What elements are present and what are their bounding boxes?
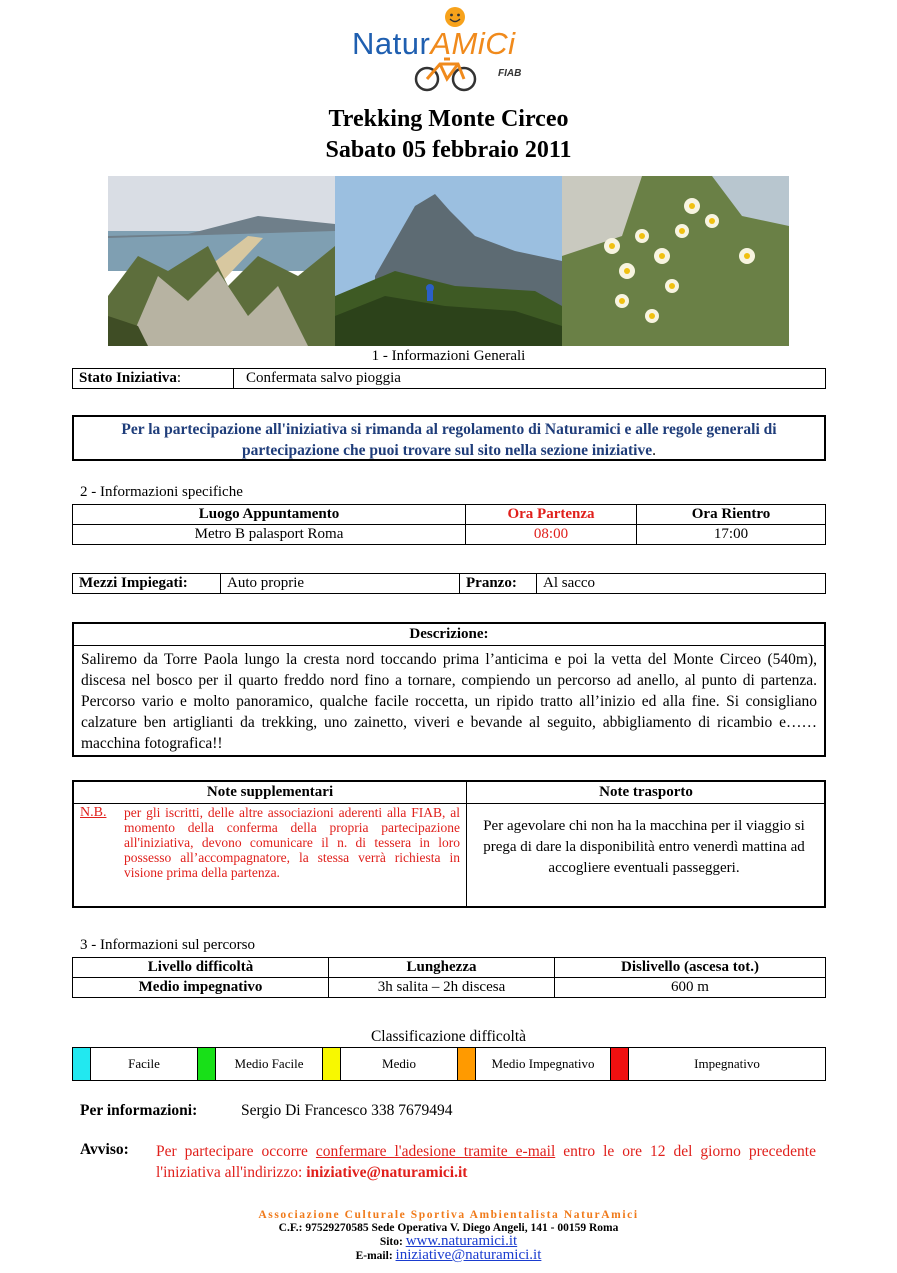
legend-facile: Facile <box>91 1048 198 1081</box>
dislivello-header: Dislivello (ascesa tot.) <box>555 958 826 978</box>
note-trasporto-header: Note trasporto <box>599 784 693 800</box>
livello-header: Livello difficoltà <box>73 958 329 978</box>
lunghezza-header: Lunghezza <box>329 958 555 978</box>
smiley-sun-icon <box>444 6 466 28</box>
ora-partenza-value: 08:00 <box>466 525 637 545</box>
email-link[interactable]: iniziative@naturamici.it <box>395 1247 542 1263</box>
fiab-logo-text: FIAB <box>498 68 522 79</box>
page-title: Trekking Monte Circeo <box>328 106 569 132</box>
legend-medio-facile: Medio Facile <box>216 1048 323 1081</box>
difficulty-legend <box>72 1047 826 1081</box>
nb-text: per gli iscritti, delle altre associazioni aderenti alla FIAB, al momento della conferma della propria partecipazione all'iniziativa, devono comunicare il n. di tessera in loro possesso all’accompagnatore, la stessa verrà richiesta in visione prima della partenza. <box>124 805 460 880</box>
coast-photo <box>108 176 335 346</box>
descrizione-header: Descrizione: <box>74 624 824 646</box>
stato-value: Confermata salvo pioggia <box>234 369 826 389</box>
percorso-table <box>72 957 826 998</box>
note-supplementari-header: Note supplementari <box>206 784 334 800</box>
livello-value: Medio impegnativo <box>73 978 329 998</box>
event-date: Sabato 05 febbraio 2011 <box>325 137 572 163</box>
descrizione-box <box>72 622 826 757</box>
footer <box>0 1209 897 1263</box>
luogo-header: Luogo Appuntamento <box>73 505 466 525</box>
footer-association: Associazione Culturale Sportiva Ambientalista NaturAmici <box>258 1209 639 1221</box>
ora-partenza-header: Ora Partenza <box>466 505 637 525</box>
classificazione-title: Classificazione difficoltà <box>370 1028 527 1045</box>
swatch-medio-impegnativo <box>458 1048 476 1081</box>
naturamici-logo <box>352 6 547 94</box>
trasporto-text: Per agevolare chi non ha la macchina per il viaggio si prega di dare la disponibilità entro venerdì mattina ad accogliere eventuali passeggeri. <box>483 818 805 876</box>
note-box <box>72 780 826 908</box>
info-label: Per informazioni: <box>80 1102 198 1119</box>
avviso-email[interactable]: iniziative@naturamici.it <box>306 1164 468 1181</box>
section-1-label: 1 - Informazioni Generali <box>371 348 526 364</box>
mountain-ridge-photo <box>335 176 562 346</box>
swatch-medio <box>323 1048 341 1081</box>
bicycle-icon <box>414 54 478 92</box>
daffodils-photo <box>562 176 789 346</box>
footer-address: C.F.: 97529270585 Sede Operativa V. Diego Angeli, 141 - 00159 Roma <box>278 1222 619 1234</box>
swatch-medio-facile <box>198 1048 216 1081</box>
appointment-table <box>72 504 826 545</box>
section-3-label: 3 - Informazioni sul percorso <box>80 937 255 953</box>
luogo-value: Metro B palasport Roma <box>73 525 466 545</box>
mezzi-pranzo-table <box>72 573 826 594</box>
avviso-label: Avviso: <box>80 1141 129 1158</box>
ora-rientro-value: 17:00 <box>637 525 826 545</box>
dislivello-value: 600 m <box>555 978 826 998</box>
photo-strip <box>108 176 789 346</box>
pranzo-label: Pranzo: <box>460 574 537 594</box>
mezzi-value: Auto proprie <box>221 574 460 594</box>
nb-label: N.B. <box>80 805 107 820</box>
info-contact: Sergio Di Francesco 338 7679494 <box>241 1102 453 1119</box>
legend-impegnativo: Impegnativo <box>629 1048 826 1081</box>
note-header-divider <box>74 803 824 804</box>
footer-site: Sito: www.naturamici.it <box>379 1233 518 1249</box>
stato-label-cell: Stato Iniziativa: <box>73 369 234 389</box>
descrizione-text: Saliremo da Torre Paola lungo la cresta nord toccando prima l’anticima e poi la vetta del Monte Circeo (540m), discesa nel bosco per il quarto freddo nord fino a tornare, compiendo un percorso ad anello, al punto di partenza. Percorso vario e molto panoramico, qualche facile roccetta, un ripido tratto all’inizio ed alla fine. Si consigliano calzature ben artiglianti da trekking, uno zainetto, viveri e bevande al seguito, abbigliamento di ricambio e…… macchina fotografica!! <box>81 651 817 752</box>
participation-notice: Per la partecipazione all'iniziativa si rimanda al regolamento di Naturamici e alle regole generali di partecipazione che puoi trovare sul sito nella sezione iniziative. <box>72 415 826 461</box>
pranzo-value: Al sacco <box>537 574 826 594</box>
note-divider <box>466 782 467 906</box>
legend-medio-impegnativo: Medio Impegnativo <box>476 1048 611 1081</box>
avviso-text: Per partecipare occorre confermare l'adesione tramite e-mail entro le ore 12 del giorno precedente l'iniziativa all'indirizzo: iniziative@naturamici.it <box>156 1143 816 1181</box>
ora-rientro-header: Ora Rientro <box>637 505 826 525</box>
swatch-impegnativo <box>611 1048 629 1081</box>
lunghezza-value: 3h salita – 2h discesa <box>329 978 555 998</box>
stato-table <box>72 368 826 389</box>
avviso-link[interactable]: confermare l'adesione tramite e-mail <box>315 1143 556 1160</box>
section-2-label: 2 - Informazioni specifiche <box>80 484 243 500</box>
footer-email: E-mail: iniziative@naturamici.it <box>355 1247 542 1263</box>
swatch-facile <box>73 1048 91 1081</box>
site-link[interactable]: www.naturamici.it <box>405 1233 518 1249</box>
logo-wordmark: NaturAMiCi <box>352 26 516 61</box>
legend-medio: Medio <box>341 1048 458 1081</box>
mezzi-label: Mezzi Impiegati: <box>73 574 221 594</box>
